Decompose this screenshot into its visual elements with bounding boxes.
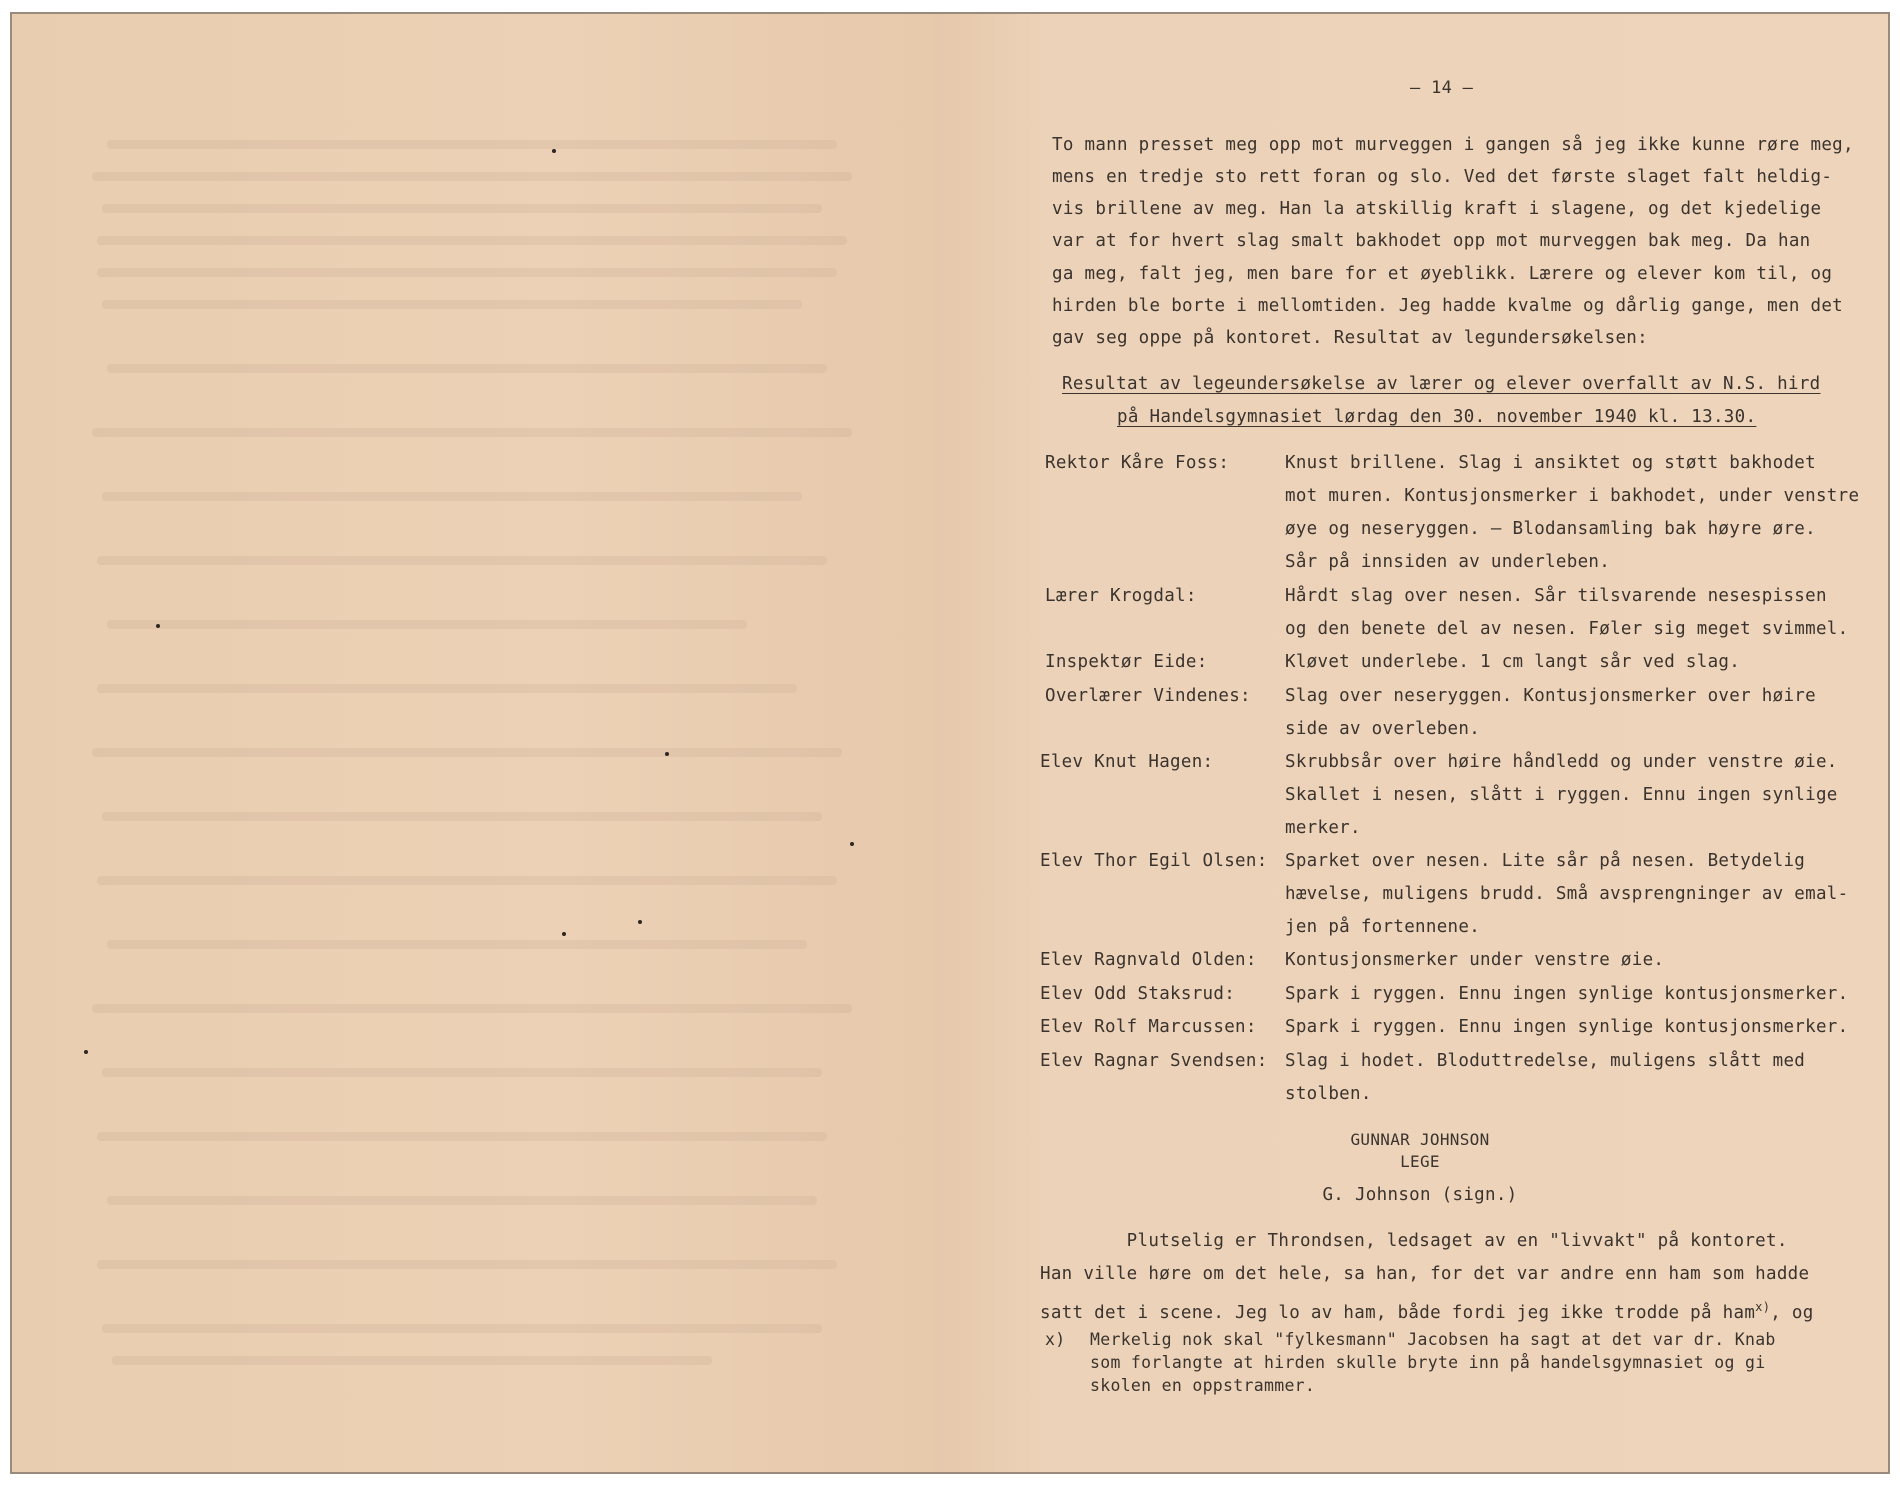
entry-finding: Kløvet underlebe. 1 cm langt sår ved slag. xyxy=(1285,652,1741,672)
entry-finding: Skallet i nesen, slått i ryggen. Ennu ingen synlige xyxy=(1285,785,1838,805)
entry-label: Inspektør Eide: xyxy=(1045,652,1208,672)
footnote-line: skolen en oppstrammer. xyxy=(1090,1376,1316,1395)
intro-line: To mann presset meg opp mot murveggen i gangen så jeg ikke kunne røre meg, xyxy=(1052,135,1854,155)
entry-finding: Spark i ryggen. Ennu ingen synlige kontusjonsmerker. xyxy=(1285,984,1849,1004)
entry-finding: side av overleben. xyxy=(1285,719,1481,739)
entry-finding: Skrubbsår over høire håndledd og under venstre øie. xyxy=(1285,752,1838,772)
entry-finding: og den benete del av nesen. Føler sig meget svimmel. xyxy=(1285,619,1849,639)
entry-label: Elev Knut Hagen: xyxy=(1040,752,1214,772)
left-page-bleed-through xyxy=(12,14,932,1472)
intro-line: hirden ble borte i mellomtiden. Jeg hadde kvalme og dårlig gange, men det xyxy=(1052,296,1844,316)
report-heading-line: på Handelsgymnasiet lørdag den 30. november 1940 kl. 13.30. xyxy=(1117,407,1757,427)
entry-label: Elev Rolf Marcussen: xyxy=(1040,1017,1257,1037)
entry-finding: Kontusjonsmerker under venstre øie. xyxy=(1285,950,1665,970)
entry-finding: Spark i ryggen. Ennu ingen synlige kontusjonsmerker. xyxy=(1285,1017,1849,1037)
closing-line: Plutselig er Throndsen, ledsaget av en "livvakt" på kontoret. xyxy=(1040,1231,1788,1251)
entry-finding: Knust brillene. Slag i ansiktet og støtt bakhodet xyxy=(1285,453,1816,473)
entry-finding: øye og neseryggen. – Blodansamling bak høyre øre. xyxy=(1285,519,1816,539)
intro-line: vis brillene av meg. Han la atskillig kraft i slagene, og det kjedelige xyxy=(1052,199,1822,219)
entry-label: Elev Ragnvald Olden: xyxy=(1040,950,1257,970)
intro-line: ga meg, falt jeg, men bare for et øyeblikk. Lærere og elever kom til, og xyxy=(1052,264,1833,284)
entry-label: Elev Odd Staksrud: xyxy=(1040,984,1236,1004)
entry-label: Lærer Krogdal: xyxy=(1045,586,1197,606)
entry-label: Elev Thor Egil Olsen: xyxy=(1040,851,1268,871)
report-heading-line: Resultat av legeundersøkelse av lærer og elever overfallt av N.S. hird xyxy=(1062,374,1821,394)
entry-finding: hævelse, muligens brudd. Små avsprengninger av emal- xyxy=(1285,884,1849,904)
intro-line: mens en tredje sto rett foran og slo. Ved det første slaget falt heldig- xyxy=(1052,167,1833,187)
entry-finding: jen på fortennene. xyxy=(1285,917,1481,937)
closing-line-tail: , og xyxy=(1770,1302,1814,1323)
closing-line: Han ville høre om det hele, sa han, for det var andre enn ham som hadde xyxy=(1040,1264,1810,1284)
entry-label: Elev Ragnar Svendsen: xyxy=(1040,1051,1268,1071)
footnote-marker: x) xyxy=(1045,1330,1066,1349)
entry-finding: Hårdt slag over nesen. Sår tilsvarende nesespissen xyxy=(1285,586,1827,606)
entry-finding: Slag i hodet. Bloduttredelse, muligens slått med xyxy=(1285,1051,1806,1071)
footnote-line: som forlangte at hirden skulle bryte inn på handelsgymnasiet og gi xyxy=(1090,1353,1766,1372)
closing-line xyxy=(1040,1295,1814,1325)
footnote-reference: x) xyxy=(1755,1300,1771,1314)
entry-finding: Sår på innsiden av underleben. xyxy=(1285,552,1611,572)
entry-finding: stolben. xyxy=(1285,1084,1372,1104)
intro-line: gav seg oppe på kontoret. Resultat av legundersøkelsen: xyxy=(1052,328,1648,348)
entry-finding: Slag over neseryggen. Kontusjonsmerker over høire xyxy=(1285,686,1816,706)
entry-label: Rektor Kåre Foss: xyxy=(1045,453,1230,473)
entry-finding: mot muren. Kontusjonsmerker i bakhodet, under venstre xyxy=(1285,486,1860,506)
entry-label: Overlærer Vindenes: xyxy=(1045,686,1251,706)
entry-finding: merker. xyxy=(1285,818,1361,838)
entry-finding: Sparket over nesen. Lite sår på nesen. Betydelig xyxy=(1285,851,1806,871)
physician-title: LEGE xyxy=(1400,1152,1440,1171)
intro-line: var at for hvert slag smalt bakhodet opp mot murveggen bak meg. Da han xyxy=(1052,231,1811,251)
closing-line-text: satt det i scene. Jeg lo av ham, både fordi jeg ikke trodde på ham xyxy=(1040,1302,1756,1323)
physician-signature: G. Johnson (sign.) xyxy=(1322,1185,1518,1205)
page-number: – 14 – xyxy=(1410,78,1474,98)
footnote-line: Merkelig nok skal "fylkesmann" Jacobsen ha sagt at det var dr. Knab xyxy=(1090,1330,1776,1349)
physician-name: GUNNAR JOHNSON xyxy=(1350,1130,1490,1149)
